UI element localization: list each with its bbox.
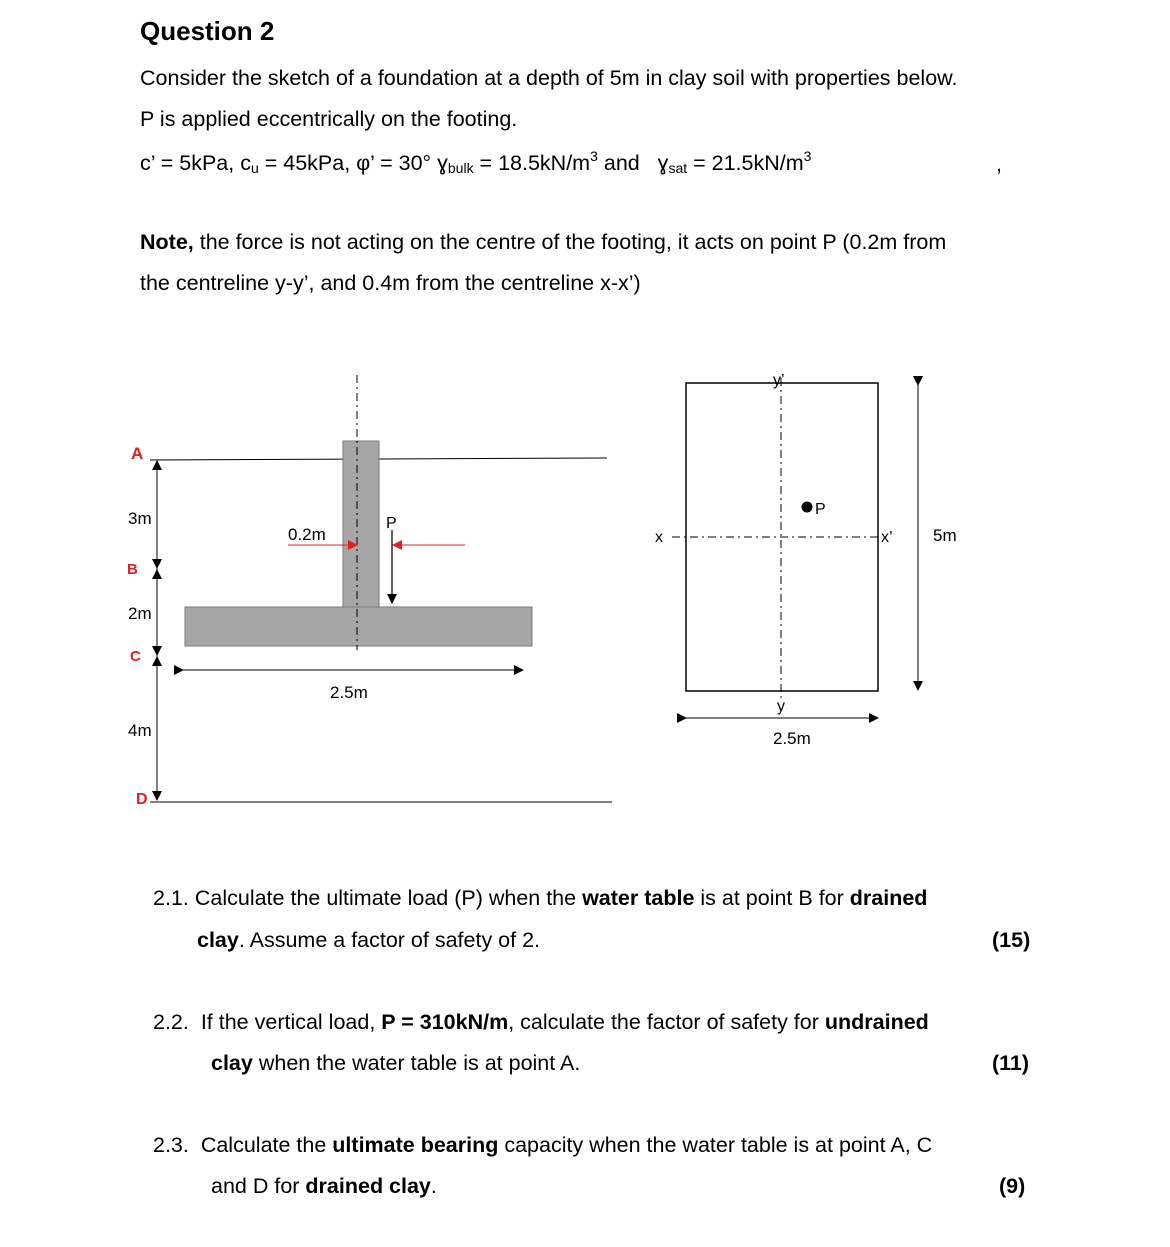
- x-label: x: [655, 529, 663, 546]
- depth-2m-label: 2m: [128, 604, 152, 623]
- plan-p-label: P: [815, 501, 826, 518]
- point-c-label: C: [130, 648, 141, 665]
- point-b-label: B: [127, 561, 138, 578]
- depth-arrow-c1: [152, 646, 162, 656]
- plan-width-label: 2.5m: [773, 729, 811, 748]
- depth-4m-label: 4m: [128, 721, 152, 740]
- load-p-label: P: [386, 515, 397, 532]
- question-2-1-line-2: clay. Assume a factor of safety of 2.: [197, 928, 541, 952]
- depth-arrow-b1: [152, 559, 162, 569]
- point-d-label: D: [136, 791, 148, 808]
- depth-arrow-a: [152, 460, 162, 470]
- question-2-3-line-2: and D for drained clay.: [211, 1174, 437, 1198]
- question-2-3-line-1: 2.3. Calculate the ultimate bearing capacity when the water table is at point A, C: [153, 1133, 933, 1157]
- depth-arrow-b2: [152, 569, 162, 579]
- plan-length-label: 5m: [933, 526, 957, 545]
- y-prime-label: y’: [773, 372, 785, 389]
- and-text: and: [603, 151, 640, 175]
- column: [343, 441, 379, 607]
- note-line-2: the centreline y-y’, and 0.4m from the centreline x-x’): [140, 271, 641, 295]
- point-a-label: A: [131, 444, 144, 463]
- gamma-sat: ɣ$_{sat}$ = $21.5kN/m^3$: [657, 148, 812, 176]
- marks-2-2: (11): [992, 1051, 1030, 1075]
- question-2-2-line-2: clay when the water table is at point A.: [211, 1051, 581, 1075]
- marks-2-3: (9): [999, 1174, 1026, 1198]
- depth-arrow-c2: [152, 656, 162, 666]
- depth-3m-label: 3m: [128, 509, 152, 528]
- cu: $c_u = 45kPa$,: [240, 151, 351, 176]
- c-prime: c’ = 5kPa,: [140, 151, 235, 175]
- phi-prime: φ’ = 30°: [356, 151, 432, 175]
- offset-label: 0.2m: [288, 525, 326, 544]
- stray-comma: ,: [996, 152, 1002, 176]
- x-prime-label: x’: [881, 529, 893, 546]
- footing-width-label: 2.5m: [330, 683, 368, 702]
- marks-2-1: (15): [992, 928, 1031, 952]
- question-2-1-line-1: 2.1. Calculate the ultimate load (P) when the water table is at point B for drained: [153, 886, 928, 910]
- load-point-p: [802, 502, 813, 513]
- foundation-diagram: [0, 360, 1170, 820]
- soil-properties: [140, 148, 811, 176]
- question-2-2-line-1: 2.2. If the vertical load, P = 310kN/m, calculate the factor of safety for undrained: [153, 1010, 929, 1034]
- gamma-bulk: ɣ$_{bulk}$ = $18.5kN/m^3$: [437, 148, 598, 176]
- footing: [185, 607, 532, 646]
- question-title: Question 2: [140, 16, 275, 46]
- intro-line-1: Consider the sketch of a foundation at a depth of 5m in clay soil with properties below.: [140, 66, 958, 90]
- note-line-1: Note, the force is not acting on the centre of the footing, it acts on point P (0.2m from: [140, 230, 947, 254]
- intro-line-2: P is applied eccentrically on the footing.: [140, 107, 518, 131]
- y-label: y: [777, 698, 785, 715]
- depth-arrow-d: [152, 791, 162, 801]
